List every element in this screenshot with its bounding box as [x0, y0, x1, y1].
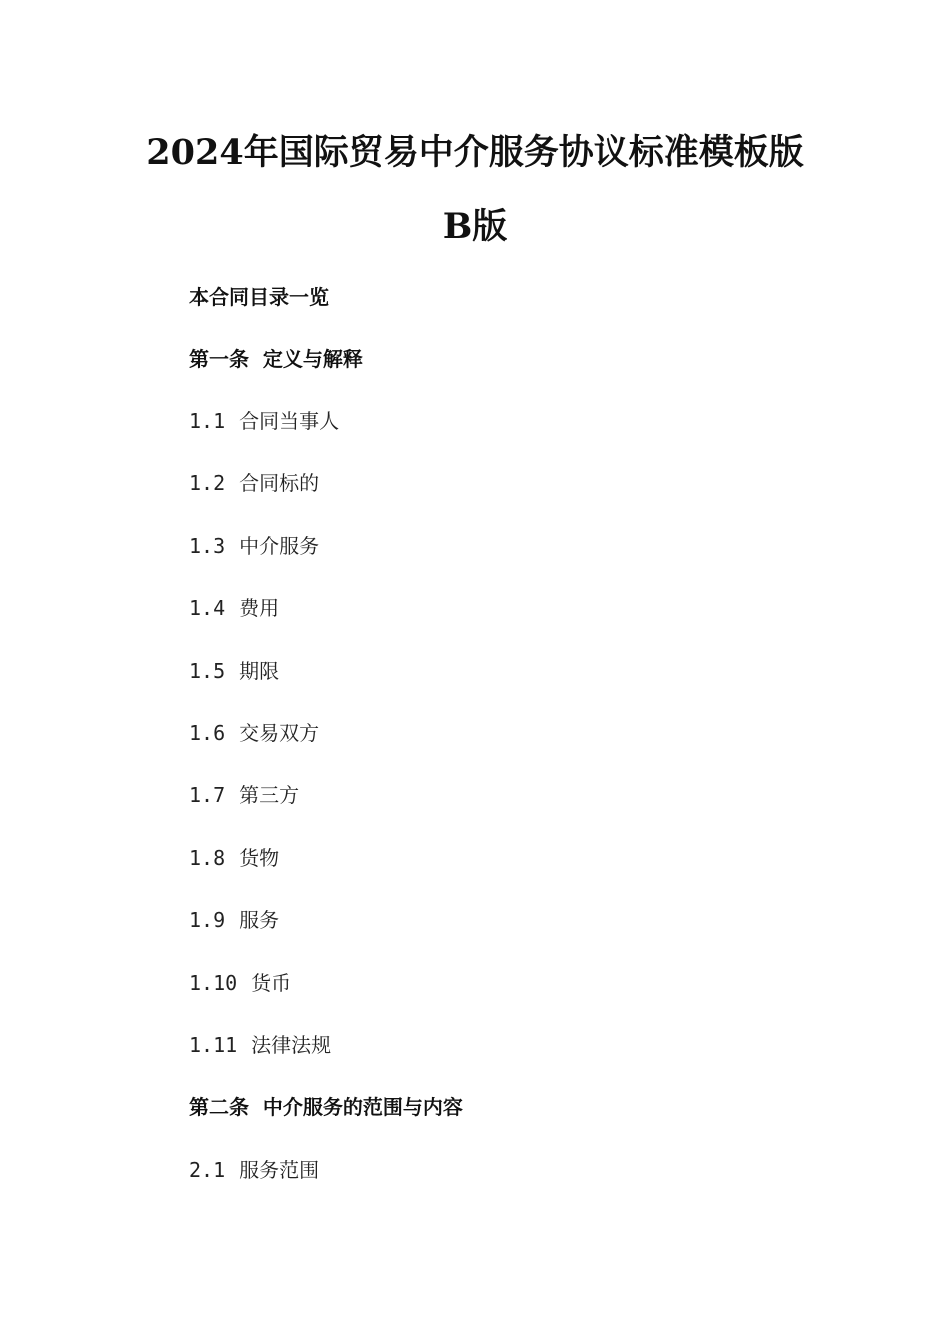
- toc-item-text: 期限: [239, 659, 280, 683]
- toc-item-number: 1.9: [189, 908, 226, 932]
- toc-item-text: 服务范围: [239, 1158, 320, 1182]
- article-1-heading: 第一条 定义与解释: [189, 347, 363, 371]
- toc-item-number: 2.1: [189, 1158, 226, 1182]
- toc-item: [189, 1156, 319, 1184]
- document-title-line-1: 2024年国际贸易中介服务协议标准模板版: [146, 132, 804, 173]
- toc-item-text: 服务: [239, 908, 280, 932]
- toc-item-number: 1.6: [189, 721, 226, 745]
- toc-item-number: 1.11: [189, 1033, 238, 1057]
- toc-item-number: 1.5: [189, 659, 226, 683]
- toc-item: [189, 844, 279, 872]
- toc-item-text: 交易双方: [239, 721, 320, 745]
- toc-item-text: 货币: [251, 971, 292, 995]
- toc-item: [189, 969, 291, 997]
- toc-item: [189, 719, 319, 747]
- toc-item-text: 中介服务: [239, 534, 320, 558]
- toc-item-number: 1.1: [189, 409, 226, 433]
- toc-item-number: 1.8: [189, 846, 226, 870]
- document-title-line-2: B版: [442, 206, 508, 247]
- toc-item-text: 合同当事人: [239, 409, 340, 433]
- toc-item: [189, 1031, 331, 1059]
- toc-item: [189, 781, 299, 809]
- toc-item-text: 合同标的: [239, 471, 320, 495]
- toc-item-number: 1.10: [189, 971, 238, 995]
- toc-item: [189, 407, 339, 435]
- toc-item: [189, 469, 319, 497]
- toc-item-text: 货物: [239, 846, 280, 870]
- toc-item: [189, 657, 279, 685]
- toc-item: [189, 594, 279, 622]
- toc-item-number: 1.7: [189, 783, 226, 807]
- toc-item-number: 1.3: [189, 534, 226, 558]
- toc-heading: 本合同目录一览: [189, 285, 329, 309]
- toc-item-number: 1.4: [189, 596, 226, 620]
- toc-item-number: 1.2: [189, 471, 226, 495]
- article-2-heading: 第二条 中介服务的范围与内容: [189, 1095, 463, 1119]
- toc-item: [189, 906, 279, 934]
- toc-item-text: 第三方: [239, 783, 300, 807]
- toc-item-text: 法律法规: [251, 1033, 332, 1057]
- toc-item: [189, 532, 319, 560]
- toc-item-text: 费用: [239, 596, 280, 620]
